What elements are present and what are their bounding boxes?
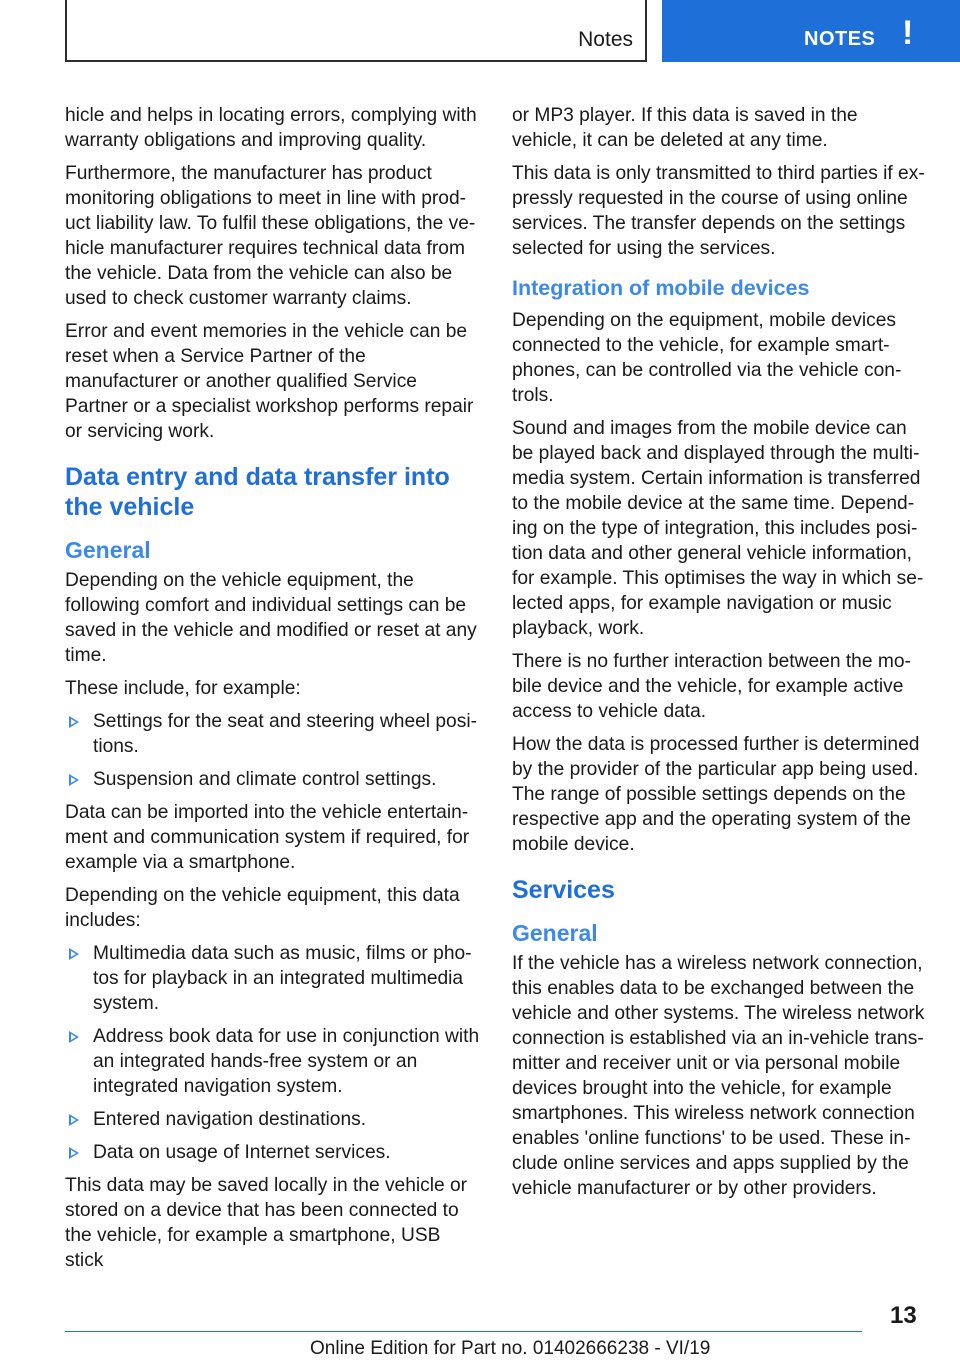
list-item: [65, 709, 483, 759]
triangle-bullet-icon: [69, 948, 79, 960]
list-item-text: Suspension and climate control settings.: [93, 769, 437, 790]
paragraph: Depending on the vehicle equipment, this data includes:: [65, 885, 460, 931]
right-column: [512, 103, 926, 1209]
subsection-heading: Integration of mobile devices: [512, 276, 810, 300]
exclamation-icon: !: [902, 14, 914, 52]
page-number: 13: [890, 1302, 917, 1329]
subsection-heading: General: [512, 920, 598, 946]
header-chapter-title: NOTES: [804, 28, 876, 50]
paragraph: These include, for example:: [65, 678, 301, 699]
paragraph: How the data is processed further is determined by the provider of the particular app being used. The range of possible settings depends on the respective app and the operating system of the mobile device.: [512, 734, 920, 855]
triangle-bullet-icon: [69, 1031, 79, 1043]
list-item: [65, 1107, 483, 1132]
triangle-bullet-icon: [69, 1147, 79, 1159]
list-item: [65, 767, 483, 792]
bullet-list: [65, 941, 483, 1165]
list-item-text: Entered navigation destinations.: [93, 1109, 367, 1130]
left-column: [65, 103, 483, 1281]
paragraph: Depending on the vehicle equipment, the following comfort and individual settings can be saved in the vehicle and modified or reset at any time.: [65, 570, 477, 666]
header-chapter-tab: [662, 0, 960, 62]
footer-edition: Online Edition for Part no. 01402666238 - VI/19: [310, 1338, 711, 1359]
paragraph: Data can be imported into the vehicle entertainment and communication system if required, for example via a smartphone.: [65, 802, 470, 873]
paragraph: Error and event memories in the vehicle can be reset when a Service Partner of the manufacturer or another qualified Service Partner or a specialist workshop performs repair or servicing work.: [65, 321, 474, 442]
list-item: [65, 941, 483, 1016]
triangle-bullet-icon: [69, 774, 79, 786]
list-item-text: Settings for the seat and steering wheel positions.: [93, 711, 477, 757]
section-heading: Data entry and data transfer into the vehicle: [65, 463, 450, 521]
paragraph: Furthermore, the manufacturer has product monitoring obligations to meet in line with product liability law. To fulfil these obligations, the vehicle manufacturer requires technical data from the vehicle. Data from the vehicle can also be used to check customer warranty claims.: [65, 163, 476, 309]
paragraph: Depending on the equipment, mobile devices connected to the vehicle, for example smartphones, can be controlled via the vehicle controls.: [512, 310, 902, 406]
bullet-list: [65, 709, 483, 792]
paragraph: This data may be saved locally in the vehicle or stored on a device that has been connected to the vehicle, for example a smartphone, USB stick: [65, 1175, 468, 1271]
list-item-text: Multimedia data such as music, films or photos for playback in an integrated multimedia system.: [93, 943, 472, 1014]
header-section-box: [65, 0, 647, 62]
paragraph: hicle and helps in locating errors, complying with warranty obligations and improving quality.: [65, 105, 477, 151]
paragraph: There is no further interaction between the mobile device and the vehicle, for example active access to vehicle data.: [512, 651, 911, 722]
list-item-text: Data on usage of Internet services.: [93, 1142, 391, 1163]
section-heading: Services: [512, 876, 615, 904]
paragraph: This data is only transmitted to third parties if expressly requested in the course of using online services. The transfer depends on the settings selected for using the services.: [512, 163, 925, 259]
footer-divider: [65, 1331, 862, 1332]
list-item: [65, 1024, 483, 1099]
subsection-heading: General: [65, 537, 151, 563]
header-section-title: Notes: [578, 28, 633, 51]
paragraph: If the vehicle has a wireless network connection, this enables data to be exchanged between the vehicle and other systems. The wireless network connection is established via an in-vehicle transmitter and receiver unit or via personal mobile devices brought into the vehicle, for example smartphones. This wireless network connection enables 'online functions' to be used. These include online services and apps supplied by the vehicle manufacturer or by other providers.: [512, 953, 925, 1199]
triangle-bullet-icon: [69, 716, 79, 728]
paragraph: or MP3 player. If this data is saved in the vehicle, it can be deleted at any time.: [512, 105, 858, 151]
triangle-bullet-icon: [69, 1114, 79, 1126]
list-item: [65, 1140, 483, 1165]
list-item-text: Address book data for use in conjunction with an integrated hands-free system or an integrated navigation system.: [93, 1026, 480, 1097]
paragraph: Sound and images from the mobile device can be played back and displayed through the multimedia system. Certain information is transferred to the mobile device at the same time. Depending on the type of integration, this includes position data and other general vehicle information, for example. This optimises the way in which selected apps, for example navigation or music playback, work.: [512, 418, 924, 639]
